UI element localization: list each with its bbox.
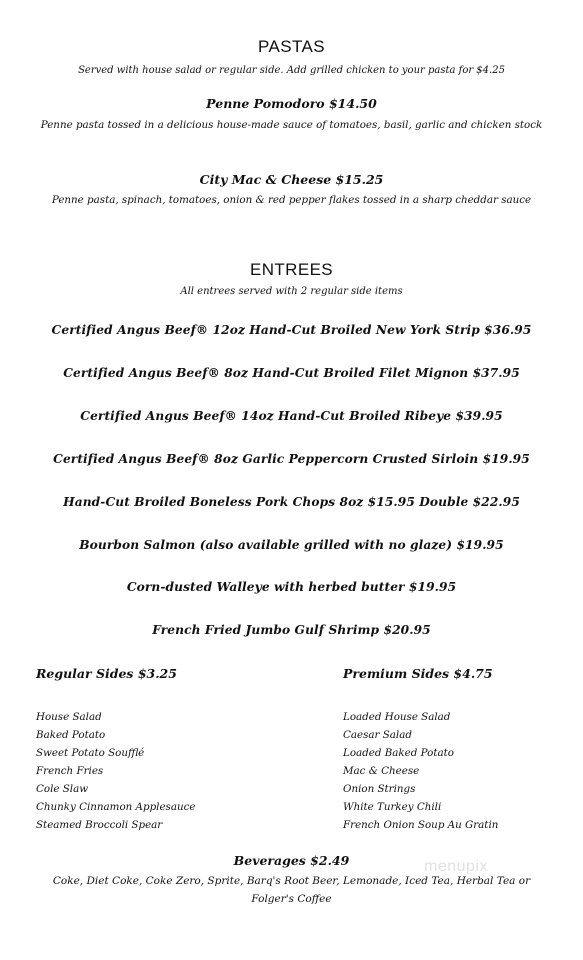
list-item: Steamed Broccoli Spear	[36, 819, 163, 831]
premium-sides-list	[343, 708, 498, 834]
list-item: French Fries	[36, 765, 104, 777]
pasta-item-name: City Mac & Cheese $15.25	[199, 172, 384, 187]
list-item: French Onion Soup Au Gratin	[343, 819, 499, 831]
pastas-note: Served with house salad or regular side. Add grilled chicken to your pasta for $4.25	[78, 65, 505, 76]
premium-sides-column	[343, 666, 499, 831]
pasta-item-description: Penne pasta tossed in a delicious house-made sauce of tomatoes, basil, garlic and chicken stock	[40, 119, 543, 131]
regular-sides-list	[36, 708, 195, 834]
entree-item: Certified Angus Beef® 14oz Hand-Cut Broiled Ribeye $39.95	[80, 409, 503, 423]
list-item: Chunky Cinnamon Applesauce	[36, 801, 196, 813]
beverages-description: Coke, Diet Coke, Coke Zero, Sprite, Barq's Root Beer, Lemonade, Iced Tea, Herbal Tea or Folger's Coffee	[52, 875, 531, 905]
entrees-note: All entrees served with 2 regular side items	[180, 286, 403, 297]
regular-sides-column	[36, 666, 196, 831]
pastas-heading: PASTAS	[258, 37, 325, 56]
list-item: Cole Slaw	[36, 783, 89, 795]
list-item: Mac & Cheese	[343, 765, 420, 777]
beverages-heading: Beverages $2.49	[233, 853, 350, 868]
entrees-heading: ENTREES	[249, 260, 334, 279]
list-item: Loaded Baked Potato	[343, 747, 454, 759]
entree-item: Certified Angus Beef® 8oz Hand-Cut Broiled Filet Mignon $37.95	[63, 366, 520, 380]
entree-item: Corn-dusted Walleye with herbed butter $19.95	[126, 580, 457, 594]
list-item: Sweet Potato Soufflé	[36, 747, 145, 759]
regular-sides-heading: Regular Sides $3.25	[36, 666, 177, 681]
entree-item: Certified Angus Beef® 8oz Garlic Peppercorn Crusted Sirloin $19.95	[53, 452, 530, 466]
entree-item: French Fried Jumbo Gulf Shrimp $20.95	[152, 623, 431, 637]
pasta-item-description: Penne pasta, spinach, tomatoes, onion & red pepper flakes tossed in a sharp cheddar sauce	[51, 194, 532, 206]
watermark: menupix	[424, 858, 488, 875]
entree-item: Hand-Cut Broiled Boneless Pork Chops 8oz $15.95 Double $22.95	[63, 495, 520, 509]
pasta-item-name: Penne Pomodoro $14.50	[206, 96, 377, 111]
list-item: House Salad	[36, 711, 102, 723]
list-item: Loaded House Salad	[343, 711, 451, 723]
premium-sides-heading: Premium Sides $4.75	[343, 666, 493, 681]
list-item: Onion Strings	[343, 783, 416, 795]
entree-item: Bourbon Salmon (also available grilled with no glaze) $19.95	[79, 538, 504, 552]
entree-item: Certified Angus Beef® 12oz Hand-Cut Broiled New York Strip $36.95	[51, 323, 532, 337]
list-item: Baked Potato	[36, 729, 106, 741]
list-item: White Turkey Chili	[343, 801, 442, 813]
list-item: Caesar Salad	[343, 729, 412, 741]
